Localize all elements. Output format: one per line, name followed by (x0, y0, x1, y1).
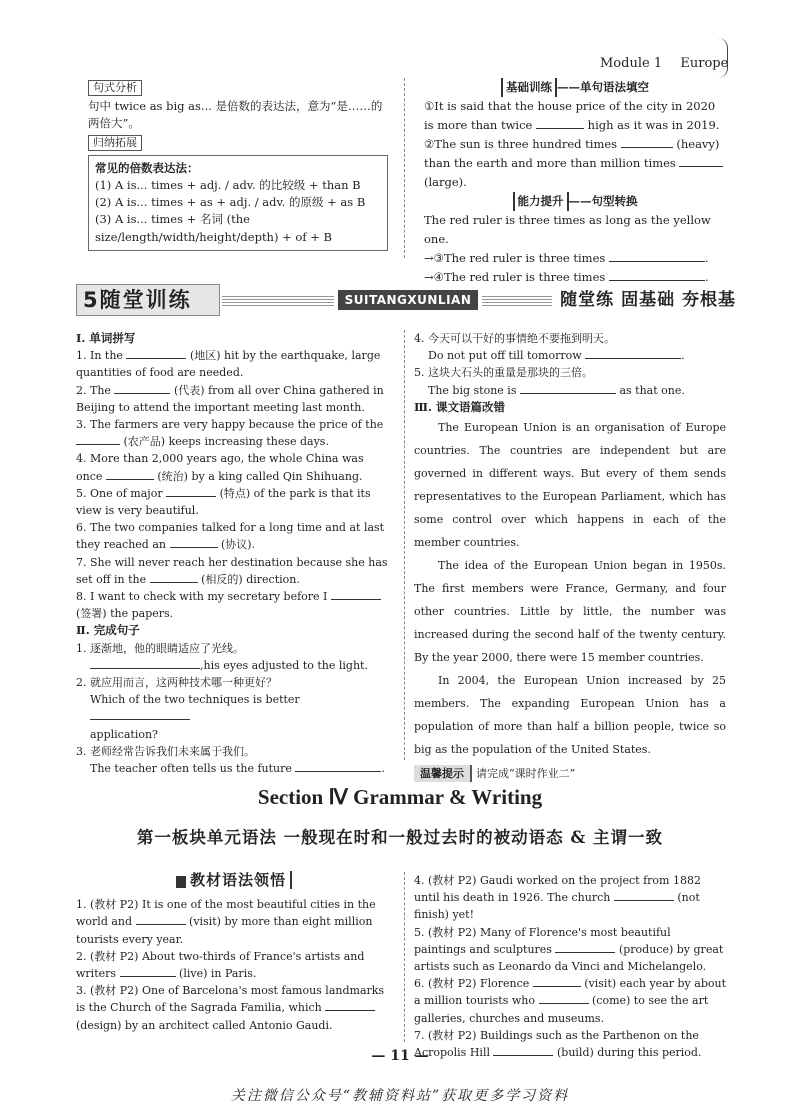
passage-paragraph-1: The European Union is an organisation of Europe countries. The countries are independent but are governed in different ways. But every of them sends representatives to the European Parliament, which has some control over which happens in each of the member countries. (414, 421, 726, 550)
w2-b: (代表) from all over China gathered in Beijing to attend the important meeting last month. (76, 383, 384, 414)
s2-en: Which of the two techniques is better (90, 693, 300, 707)
grammar-head: 教材语法领悟 (190, 871, 292, 889)
w6-blank[interactable] (170, 537, 218, 548)
s1-cn: 1. 逐渐地，他的眼睛适应了光线。 (76, 641, 244, 655)
banner-stripe-left (222, 294, 334, 306)
banner-stripe-right (482, 294, 552, 306)
error-correction-heading: Ⅲ. 课文语篇改错 (414, 399, 506, 414)
transform-4-blank[interactable] (609, 270, 705, 281)
w8-blank[interactable] (331, 589, 381, 600)
box-line-2: (2) A is... times + as + adj. / adv. 的原级 + as B (95, 195, 366, 209)
q1-text-b: high as it was in 2019. (587, 118, 720, 132)
g1-a: 1. (教材 P2) It is one of the most beautiful cities in the world and (76, 898, 376, 929)
transform-4: →④The red ruler is three times (424, 270, 606, 284)
section-title: Section Ⅳ Grammar & Writing (257, 785, 543, 809)
transform-3: →③The red ruler is three times (424, 251, 606, 265)
g2-blank[interactable] (120, 966, 176, 977)
g1-b: (visit) by more than eight million tourists every year. (76, 915, 373, 946)
footer-note: 关注微信公众号“教辅资料站”获取更多学习资料 (230, 1088, 570, 1104)
multiple-expression-box (88, 155, 388, 251)
s4-blank[interactable] (585, 348, 681, 359)
q2-text-a: ②The sun is three hundred times (424, 137, 618, 151)
structure-analysis-block (88, 78, 388, 251)
g6-a: 6. (教材 P2) Florence (414, 977, 530, 991)
module-label: Module 1 (600, 56, 663, 71)
page-number: — 11 — (371, 1048, 429, 1064)
basic-tag: 基础训练 (501, 78, 557, 97)
practice-banner (76, 284, 736, 316)
w3-b: (农产品) keeps increasing these days. (123, 435, 329, 449)
box-line-1: (1) A is... times + adj. / adv. 的比较级 + than B (95, 177, 361, 192)
g4-a: 4. (教材 P2) Gaudi worked on the project from 1882 until his death in 1926. The church (414, 874, 701, 905)
w3-blank[interactable] (76, 434, 120, 445)
practice-divider (404, 330, 405, 760)
w1-b: (地区) hit by the earthquake, large quantities of food are needed. (76, 349, 381, 380)
s5-blank[interactable] (520, 383, 616, 394)
ability-title: ——句型转换 (568, 194, 638, 208)
q2-blank-2[interactable] (679, 156, 723, 167)
q2-blank-1[interactable] (621, 137, 673, 148)
g5-b: (produce) by great artists such as Leonardo da Vinci and Michelangelo. (414, 942, 724, 974)
banner-number: 5随堂训练 (76, 284, 220, 316)
g7-a: 7. (教材 P2) Buildings such as the Parthenon on the Acropolis Hill (414, 1028, 699, 1060)
w1-blank[interactable] (126, 348, 186, 359)
g6-blank-1[interactable] (533, 976, 581, 987)
structure-text: 句中 twice as big as... 是倍数的表达法，意为“是……的两倍大”。 (88, 99, 383, 131)
g7-b: (build) during this period. (556, 1046, 702, 1060)
g6-blank-2[interactable] (539, 993, 589, 1004)
w5-a: 5. One of major (76, 486, 163, 500)
book-icon (176, 876, 186, 888)
w8-b: (签署) the papers. (76, 607, 174, 621)
q2-text-c: (large). (424, 175, 467, 189)
tip-label: 温馨提示 (414, 765, 472, 782)
g2-a: 2. (教材 P2) About two-thirds of France's artists and writers (76, 949, 365, 981)
s5-cn: 5. 这块大石头的重量是那块的三倍。 (414, 366, 593, 380)
grammar-right-column (414, 872, 726, 1061)
page-header (600, 54, 728, 74)
g4-b: (not finish) yet! (414, 891, 700, 922)
s3-en: The teacher often tells us the future (90, 762, 292, 776)
passage-paragraph-3: In 2004, the European Union increased by 25 members. The expanding European Union has a population of more than half a billion people, twice so big as the population of the United States. (414, 674, 726, 757)
w1-a: 1. In the (76, 349, 123, 363)
w7-blank[interactable] (150, 572, 198, 583)
s5-a: The big stone is (428, 383, 517, 397)
complete-sentence-heading: Ⅱ. 完成句子 (76, 623, 140, 638)
passage-paragraph-2: The idea of the European Union began in 1950s. The first members were France, Germany, and four other countries. Little by little, the number was increased during the second half of the twenty century. By the year 2000, there were 15 member countries. (414, 559, 726, 665)
banner-pinyin: SUITANGXUNLIAN (338, 290, 478, 310)
top-divider (404, 78, 405, 258)
g5-blank[interactable] (555, 942, 615, 953)
q2-text-b: (heavy) than the earth and more than million times (424, 137, 720, 170)
w5-blank[interactable] (166, 486, 216, 497)
w2-a: 2. The (76, 383, 111, 397)
box-title: 常见的倍数表达法： (95, 160, 199, 175)
practice-right-column: 4. 今天可以干好的事情绝不要拖到明天。 Do not put off till tomorrow . 5. 这块大石头的重量是那块的三倍。 The big stone is as that one. Ⅲ. 课文语篇改错 The European Union is an organisation of Europe countries. The countries are independent but are governed in different ways. But every of them sends representatives to the European Parliament, which has some control over which happens in each of the member countries. The idea of the European Union began in 1950s. The first members were France, Germany, and four other countries. Little by little, the number was increased during the second half of the twenty century. By the year 2000, there were 15 member countries. In 2004, the European Union increased by 25 members. The expanding European Union has a population of more than half a billion people, twice so big as the population of the United States. 温馨提示 请完成“课时作业二” (414, 330, 726, 782)
s3-blank[interactable] (295, 761, 381, 772)
grammar-divider (404, 872, 405, 1042)
g3-blank[interactable] (325, 1000, 375, 1011)
s4-cn: 4. 今天可以干好的事情绝不要拖到明天。 (414, 332, 615, 345)
w8-a: 8. I want to check with my secretary before I (76, 590, 328, 604)
w4-a: 4. More than 2,000 years ago, the whole China was once (76, 452, 364, 483)
s4-en: Do not put off till tomorrow (428, 349, 582, 363)
w6-b: (协议). (221, 538, 256, 552)
g1-blank[interactable] (136, 914, 186, 925)
transform-3-blank[interactable] (609, 251, 705, 262)
word-spelling-heading: Ⅰ. 单词拼写 (76, 331, 136, 345)
w7-a: 7. She will never reach her destination because she has set off in the (76, 555, 388, 586)
box-line-3: (3) A is... times + 名词 (the size/length/width/height/depth) + of + B (95, 212, 332, 244)
w4-b: (统治) by a king called Qin Shihuang. (157, 469, 363, 483)
s2-cn: 2. 就应用而言，这两种技术哪一种更好？ (76, 676, 277, 690)
w6-a: 6. The two companies talked for a long time and at last they reached an (76, 521, 385, 552)
w4-blank[interactable] (106, 469, 154, 480)
s1-en: ,his eyes adjusted to the light. (200, 658, 368, 672)
g4-blank[interactable] (614, 890, 674, 901)
w7-b: (相反的) direction. (201, 572, 300, 586)
g2-b: (live) in Paris. (179, 967, 257, 981)
q1-blank[interactable] (536, 118, 584, 129)
s3-cn: 3. 老师经常告诉我们未来属于我们。 (76, 744, 255, 758)
transform-source: The red ruler is three times as long as the yellow one. (424, 213, 711, 246)
summary-label: 归纳拓展 (88, 135, 142, 151)
g3-b: (design) by an architect called Antonio Gaudi. (76, 1018, 333, 1032)
s5-b: as that one. (619, 383, 685, 397)
banner-motto: 随堂练 固基础 夯根基 (560, 290, 736, 310)
g3-a: 3. (教材 P2) One of Barcelona's most famous landmarks is the Church of the Sagrada Familia, which (76, 984, 385, 1015)
structure-label: 句式分析 (88, 80, 142, 96)
g6-b: (visit) each year by about a million tourists who (414, 977, 726, 1008)
g6-c: (come) to see the art galleries, churches and museums. (414, 994, 709, 1025)
ability-tag: 能力提升 (513, 192, 569, 211)
s2-end: application? (90, 727, 158, 741)
unit-label: Europe (680, 56, 729, 71)
s2-blank[interactable] (90, 709, 190, 720)
w2-blank[interactable] (114, 383, 170, 394)
basic-training-block: 基础训练 ——单句语法填空 ①It is said that the house price of the city in 2020 is more than twice high as it was in 2019. ②The sun is three hundred times (heavy) than the earth and more than million times (large). 能力提升 ——句型转换 The red ruler is three times as long as the yellow one. →③The red ruler is three times . →④The red ruler is three times . (424, 78, 726, 287)
w3-a: 3. The farmers are very happy because the price of the (76, 418, 384, 432)
basic-title: ——单句语法填空 (557, 80, 649, 94)
practice-left-column: Ⅰ. 单词拼写 1. In the (地区) hit by the earthquake, large quantities of food are needed. 2. The (代表) from all over China gathered in Beijing to attend the important meeting last month. 3. The farmers are very happy because the price of the (农产品) keeps increasing these days. 4. More than 2,000 years ago, the whole China was once (统治) by a king called Qin Shihuang. 5. One of major (特点) of the park is that its view is very beautiful. 6. The two companies talked for a long time and at last they reached an (协议). 7. She will never reach her destination because she has set off in the (相反的) direction. 8. I want to check with my secretary before I (签署) the papers. Ⅱ. 完成句子 1. 逐渐地，他的眼睛适应了光线。 ,his eyes adjusted to the light. 2. 就应用而言，这两种技术哪一种更好？ Which of the two techniques is better application? 3. 老师经常告诉我们未来属于我们。 The teacher often tells us the future . (76, 330, 392, 777)
grammar-left-column (76, 872, 392, 1034)
tip-text: 请完成“课时作业二” (476, 767, 576, 781)
q1-text-a: ①It is said that the house price of the city in 2020 is more than twice (424, 99, 716, 132)
section-subtitle: 第一板块单元语法 一般现在时和一般过去时的被动语态 & 主谓一致 (136, 828, 664, 847)
g5-a: 5. (教材 P2) Many of Florence's most beautiful paintings and sculptures (414, 925, 671, 956)
w5-b: (特点) of the park is that its view is very beautiful. (76, 486, 371, 518)
s1-blank[interactable] (90, 658, 200, 669)
header-bracket-decoration (718, 38, 728, 78)
